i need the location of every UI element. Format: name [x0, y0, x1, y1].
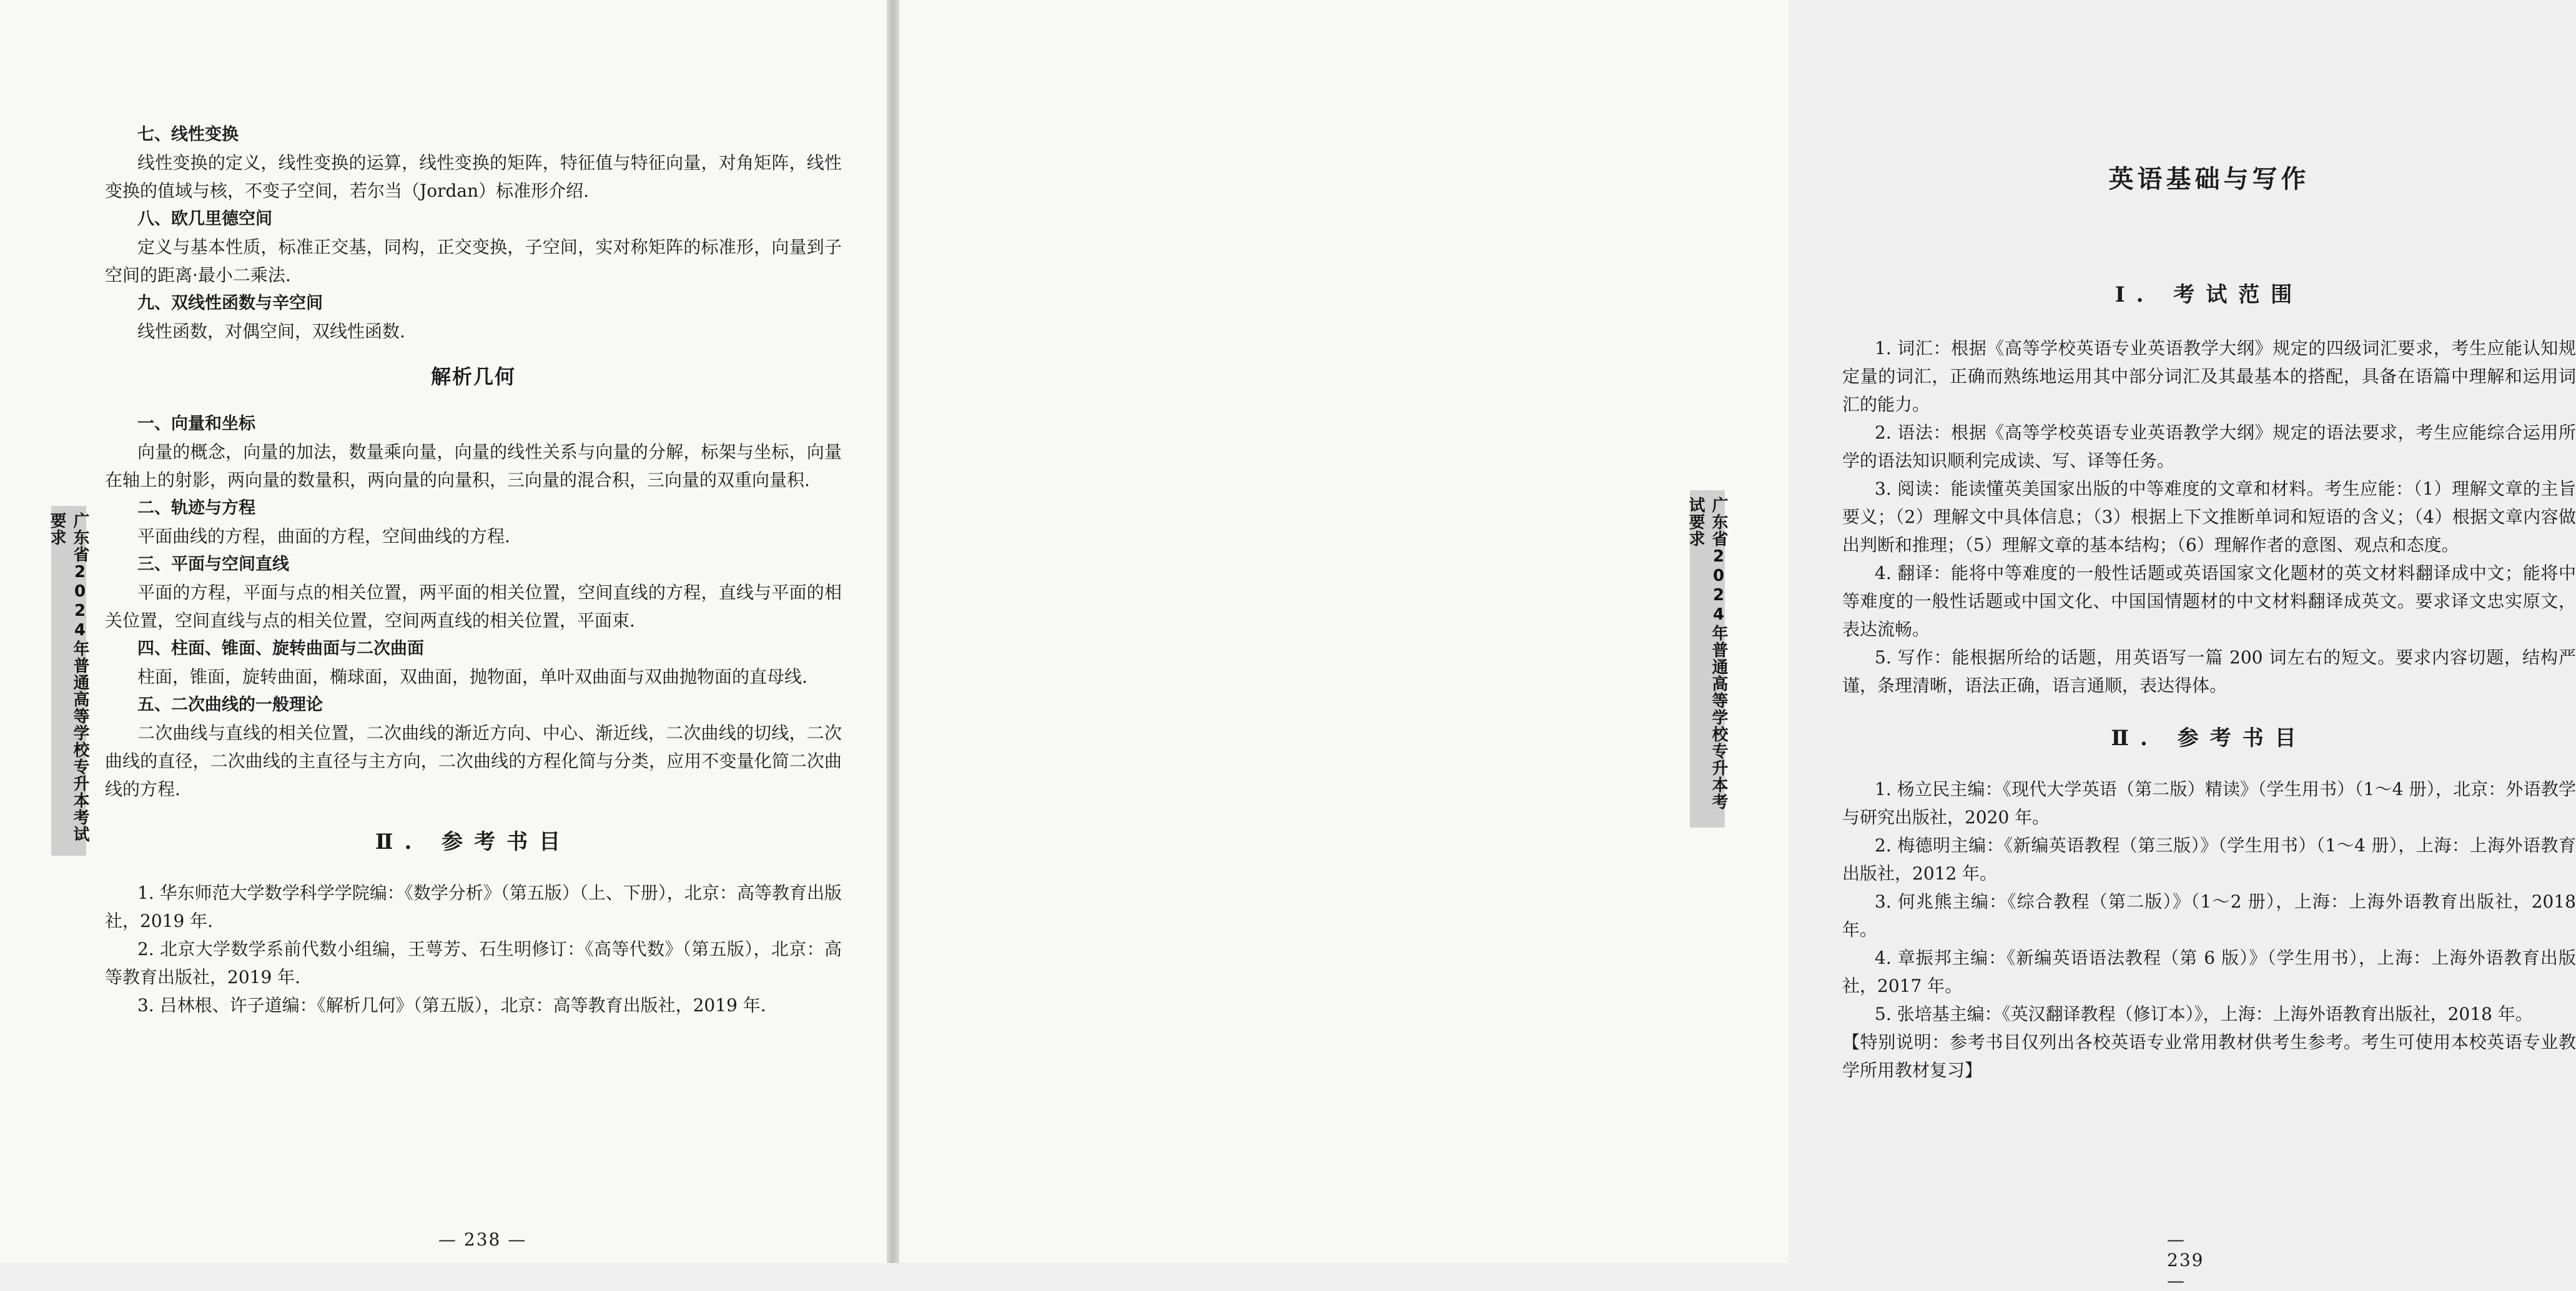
special-note: 【特别说明：参考书目仅列出各校英语专业常用教材供考生参考。考生可使用本校英语专业教学所用教材复习】 — [1842, 1032, 2576, 1081]
page-number-right: — 239 — — [2167, 1229, 2204, 1291]
section-heading: 四、柱面、锥面、旋转曲面与二次曲面 — [137, 639, 424, 658]
section-heading: 九、双线性函数与辛空间 — [137, 294, 323, 313]
scope-title: Ⅰ. 考试范围 — [2115, 282, 2304, 307]
section-body: 柱面，锥面，旋转曲面，椭球面，双曲面，抛物面，单叶双曲面与双曲抛物面的直母线. — [137, 666, 807, 687]
section-heading: 八、欧几里德空间 — [137, 209, 272, 229]
reference-item: 1. 华东师范大学数学科学学院编：《数学分析》（第五版）（上、下册），北京：高等教育出版社，2019 年. — [105, 883, 842, 931]
scope-item: 1. 词汇：根据《高等学校英语专业英语教学大纲》规定的四级词汇要求，考生应能认知规定量的词汇，正确而熟练地运用其中部分词汇及其最基本的搭配，具备在语篇中理解和运用词汇的能力。 — [1842, 338, 2576, 415]
geometry-section-5 — [105, 691, 842, 803]
section-body: 平面曲线的方程，曲面的方程，空间曲线的方程. — [137, 526, 510, 547]
section-body: 线性函数，对偶空间，双线性函数. — [137, 321, 405, 342]
right-page — [899, 0, 2576, 1291]
left-page — [0, 0, 887, 1263]
geometry-section-3 — [105, 550, 842, 635]
subject-title-english: 英语基础与写作 — [2108, 165, 2310, 194]
section-heading: 七、线性变换 — [137, 125, 239, 144]
geometry-section-4 — [105, 635, 842, 691]
section-heading: 一、向量和坐标 — [137, 414, 255, 433]
right-page-content — [1842, 166, 2576, 1084]
reference-list-right — [1842, 775, 2576, 1084]
linear-section-9 — [105, 289, 842, 345]
page-number-left: — 238 — — [438, 1229, 527, 1250]
section-body: 线性变换的定义，线性变换的运算，线性变换的矩阵，特征值与特征向量，对角矩阵，线性变换的值域与核，不变子空间，若尔当（Jordan）标准形介绍. — [105, 152, 842, 201]
references-title-left: Ⅱ. 参考书目 — [375, 829, 572, 854]
reference-item: 3. 何兆熊主编：《综合教程（第二版）》（1～2 册），上海：上海外语教育出版社，2018 年。 — [1842, 891, 2576, 940]
reference-list-left — [105, 879, 842, 1019]
section-body: 定义与基本性质，标准正交基，同构，正交变换，子空间，实对称矩阵的标准形，向量到子空间的距离·最小二乘法. — [105, 237, 842, 285]
section-heading: 二、轨迹与方程 — [137, 498, 255, 518]
side-tab-left: 广东省2024年普通高等学校专升本考试要求 — [51, 506, 86, 856]
left-page-content — [105, 121, 842, 1019]
section-body: 二次曲线与直线的相关位置，二次曲线的渐近方向、中心、渐近线，二次曲线的切线，二次曲线的直径，二次曲线的主直径与主方向，二次曲线的方程化简与分类，应用不变量化简二次曲线的方程. — [105, 723, 842, 799]
scope-item: 5. 写作：能根据所给的话题，用英语写一篇 200 词左右的短文。要求内容切题，结构严谨，条理清晰，语法正确，语言通顺，表达得体。 — [1842, 647, 2576, 696]
section-body: 平面的方程，平面与点的相关位置，两平面的相关位置，空间直线的方程，直线与平面的相关位置，空间直线与点的相关位置，空间两直线的相关位置，平面束. — [105, 582, 842, 631]
scope-item: 2. 语法：根据《高等学校英语专业英语教学大纲》规定的语法要求，考生应能综合运用所学的语法知识顺利完成读、写、译等任务。 — [1842, 422, 2576, 471]
section-heading: 五、二次曲线的一般理论 — [137, 695, 323, 715]
section-body: 向量的概念，向量的加法，数量乘向量，向量的线性关系与向量的分解，标架与坐标，向量在轴上的射影，两向量的数量积，两向量的向量积，三向量的混合积，三向量的双重向量积. — [105, 442, 842, 490]
reference-item: 2. 梅德明主编：《新编英语教程（第三版）》（学生用书）（1～4 册），上海：上海外语教育出版社，2012 年。 — [1842, 835, 2576, 884]
reference-item: 2. 北京大学数学系前代数小组编，王萼芳、石生明修订：《高等代数》（第五版），北京：高等教育出版社，2019 年. — [105, 939, 842, 987]
reference-item: 1. 杨立民主编：《现代大学英语（第二版）精读》（学生用书）（1～4 册），北京：外语教学与研究出版社，2020 年。 — [1842, 779, 2576, 828]
reference-item: 4. 章振邦主编：《新编英语语法教程（第 6 版）》（学生用书），上海：上海外语教育出版社，2017 年。 — [1842, 947, 2576, 996]
scope-list — [1842, 334, 2576, 700]
geometry-section-2 — [105, 494, 842, 550]
scope-item: 4. 翻译：能将中等难度的一般性话题或英语国家文化题材的英文材料翻译成中文；能将中等难度的一般性话题或中国文化、中国国情题材的中文材料翻译成英文。要求译文忠实原文，表达流畅。 — [1842, 563, 2576, 640]
linear-section-7 — [105, 121, 842, 205]
side-tab-right: 广东省2024年普通高等学校专升本考试要求 — [1690, 490, 1725, 828]
linear-section-8 — [105, 205, 842, 289]
reference-item: 3. 吕林根、许子道编：《解析几何》（第五版），北京：高等教育出版社，2019 年. — [137, 995, 766, 1016]
reference-item: 5. 张培基主编：《英汉翻译教程（修订本）》，上海：上海外语教育出版社，2018 年。 — [1875, 1004, 2533, 1024]
section-heading: 三、平面与空间直线 — [137, 555, 289, 574]
references-title-right: Ⅱ. 参考书目 — [2111, 726, 2307, 751]
subject-title-geometry: 解析几何 — [430, 365, 516, 388]
geometry-section-1 — [105, 410, 842, 494]
scope-item: 3. 阅读：能读懂英美国家出版的中等难度的文章和材料。考生应能：（1）理解文章的主旨要义；（2）理解文中具体信息；（3）根据上下文推断单词和短语的含义；（4）根据文章内容做出判断和推理；（5）理解文章的基本结构；（6）理解作者的意图、观点和态度。 — [1842, 478, 2576, 555]
book-gutter — [887, 0, 899, 1263]
